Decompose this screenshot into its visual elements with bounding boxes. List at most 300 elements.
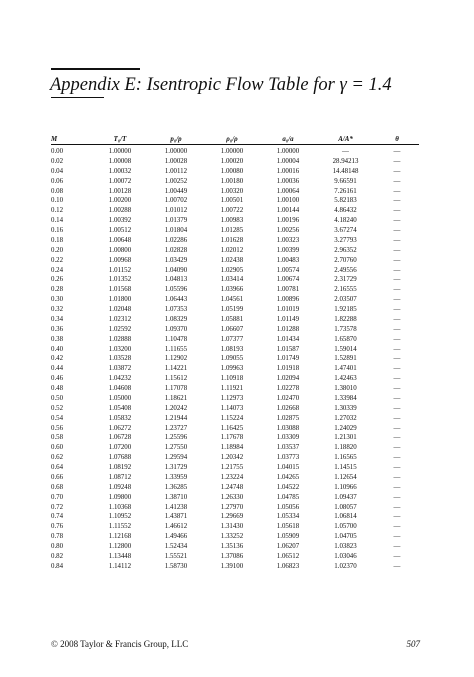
cell-density-ratio: 1.29669 (220, 513, 244, 521)
cell-mach: 0.58 (51, 434, 64, 442)
cell-theta: — (393, 148, 401, 155)
cell-temperature-ratio: 1.02048 (108, 306, 132, 313)
cell-pressure-ratio: 1.38710 (164, 493, 188, 501)
cell-sound-speed-ratio: 1.01587 (276, 345, 300, 353)
cell-pressure-ratio: 1.49466 (164, 533, 188, 541)
cell-theta: — (393, 444, 401, 452)
cell-sound-speed-ratio: 1.00036 (276, 177, 300, 185)
table-row (51, 167, 419, 177)
cell-mach: 0.70 (51, 493, 64, 501)
cell-area-ratio: 1.47401 (334, 365, 357, 373)
cell-sound-speed-ratio: 1.00064 (276, 187, 300, 195)
cell-sound-speed-ratio: 1.00896 (276, 296, 300, 304)
cell-density-ratio: 1.17678 (220, 434, 244, 442)
cell-pressure-ratio: 1.36285 (164, 483, 188, 491)
table-row (51, 325, 419, 335)
cell-sound-speed-ratio: 1.00016 (276, 167, 300, 175)
cell-sound-speed-ratio: 1.00000 (276, 148, 300, 155)
cell-temperature-ratio: 1.03872 (108, 365, 132, 373)
cell-temperature-ratio: 1.03200 (108, 345, 132, 353)
cell-theta: — (393, 375, 401, 383)
cell-sound-speed-ratio: 1.00100 (276, 197, 300, 205)
cell-density-ratio: 1.06607 (220, 325, 244, 333)
cell-temperature-ratio: 1.00800 (108, 246, 132, 254)
cell-density-ratio: 1.21755 (220, 464, 244, 471)
cell-mach: 0.38 (51, 335, 64, 343)
cell-density-ratio: 1.07377 (220, 335, 244, 343)
table-row (51, 147, 419, 157)
cell-theta: — (393, 464, 401, 471)
cell-temperature-ratio: 1.01568 (108, 286, 132, 294)
cell-theta: — (393, 513, 401, 521)
cell-sound-speed-ratio: 1.04522 (276, 483, 300, 491)
cell-pressure-ratio: 1.14221 (164, 365, 188, 373)
cell-mach: 0.80 (51, 543, 64, 550)
cell-pressure-ratio: 1.33959 (164, 473, 188, 481)
cell-temperature-ratio: 1.06728 (108, 434, 132, 442)
cell-density-ratio: 1.20342 (220, 454, 244, 462)
cell-area-ratio: 2.70760 (334, 256, 357, 264)
cell-temperature-ratio: 1.00000 (108, 148, 132, 155)
cell-mach: 0.22 (51, 256, 64, 264)
cell-mach: 0.40 (51, 345, 64, 353)
cell-area-ratio: 3.67274 (334, 227, 357, 234)
cell-sound-speed-ratio: 1.06512 (276, 552, 300, 560)
cell-sound-speed-ratio: 1.05909 (276, 533, 300, 541)
cell-density-ratio: 1.14073 (220, 404, 244, 412)
cell-density-ratio: 1.00320 (220, 187, 244, 195)
cell-temperature-ratio: 1.03528 (108, 355, 132, 363)
table-row (51, 295, 419, 305)
table-row (51, 315, 419, 325)
table-row (51, 433, 419, 443)
cell-density-ratio: 1.05199 (220, 306, 244, 313)
cell-density-ratio: 1.09055 (220, 355, 244, 363)
cell-pressure-ratio: 1.21944 (164, 414, 188, 422)
cell-mach: 0.12 (51, 207, 64, 215)
cell-sound-speed-ratio: 1.01918 (276, 365, 300, 373)
cell-temperature-ratio: 1.00648 (108, 236, 132, 244)
cell-density-ratio: 1.16425 (220, 424, 244, 432)
cell-density-ratio: 1.02012 (220, 246, 244, 254)
cell-mach: 0.18 (51, 236, 64, 244)
cell-pressure-ratio: 1.17078 (164, 385, 188, 392)
cell-mach: 0.74 (51, 513, 64, 521)
cell-theta: — (393, 473, 401, 481)
cell-area-ratio: 1.06814 (334, 513, 357, 521)
table-row (51, 493, 419, 503)
cell-density-ratio: 1.01285 (220, 227, 244, 234)
cell-sound-speed-ratio: 1.00399 (276, 246, 300, 254)
cell-pressure-ratio: 1.00028 (164, 157, 188, 165)
cell-pressure-ratio: 1.25596 (164, 434, 188, 442)
cell-temperature-ratio: 1.00200 (108, 197, 132, 205)
cell-temperature-ratio: 1.05832 (108, 414, 132, 422)
cell-mach: 0.62 (51, 454, 64, 462)
cell-area-ratio: 7.26161 (334, 187, 357, 195)
cell-area-ratio: 28.94213 (332, 157, 359, 165)
column-header-pressure-ratio: p₀/p (148, 134, 204, 145)
cell-theta: — (393, 335, 401, 343)
cell-mach: 0.08 (51, 187, 64, 195)
table-row (51, 345, 419, 355)
cell-area-ratio: 2.31729 (334, 276, 357, 284)
cell-sound-speed-ratio: 1.02668 (276, 404, 300, 412)
page-title: Appendix E: Isentropic Flow Table for γ = 1.4 (50, 75, 392, 95)
cell-area-ratio: 3.27793 (334, 236, 357, 244)
cell-mach: 0.14 (51, 217, 64, 225)
column-header-theta: θ (375, 134, 419, 145)
cell-pressure-ratio: 1.01379 (164, 217, 188, 225)
cell-density-ratio: 1.01628 (220, 236, 244, 244)
cell-mach: 0.56 (51, 424, 64, 432)
cell-density-ratio: 1.05881 (220, 315, 244, 323)
table-row (51, 532, 419, 542)
cell-area-ratio: 2.03507 (334, 296, 357, 304)
cell-sound-speed-ratio: 1.05056 (276, 503, 300, 511)
table-row (51, 236, 419, 246)
table-row (51, 374, 419, 384)
cell-theta: — (393, 365, 401, 373)
table-row (51, 542, 419, 552)
cell-temperature-ratio: 1.10368 (108, 503, 132, 511)
cell-temperature-ratio: 1.08192 (108, 464, 132, 471)
cell-pressure-ratio: 1.58730 (164, 562, 188, 570)
cell-mach: 0.30 (51, 296, 64, 304)
cell-mach: 0.72 (51, 503, 64, 511)
cell-temperature-ratio: 1.07200 (108, 444, 132, 452)
cell-density-ratio: 1.31430 (220, 523, 244, 531)
cell-pressure-ratio: 1.03429 (164, 256, 188, 264)
cell-temperature-ratio: 1.00032 (108, 167, 132, 175)
column-header-density-ratio: ρ₀/ρ (204, 134, 260, 145)
cell-density-ratio: 1.03966 (220, 286, 244, 294)
cell-sound-speed-ratio: 1.01434 (276, 335, 300, 343)
cell-theta: — (393, 503, 401, 511)
cell-area-ratio: 1.18820 (334, 444, 357, 452)
cell-area-ratio: — (342, 148, 349, 155)
cell-sound-speed-ratio: 1.03537 (276, 444, 300, 452)
cell-area-ratio: 1.12654 (334, 473, 357, 481)
chapter-rule (51, 68, 140, 70)
column-header-mach: M (51, 134, 92, 145)
cell-temperature-ratio: 1.06272 (108, 424, 132, 432)
cell-theta: — (393, 167, 401, 175)
cell-density-ratio: 1.24748 (220, 483, 244, 491)
cell-pressure-ratio: 1.18621 (164, 394, 188, 402)
cell-temperature-ratio: 1.01800 (108, 296, 132, 304)
cell-density-ratio: 1.18984 (220, 444, 244, 452)
cell-temperature-ratio: 1.04232 (108, 375, 132, 383)
cell-temperature-ratio: 1.09800 (108, 493, 132, 501)
table-row (51, 305, 419, 315)
cell-density-ratio: 1.03414 (220, 276, 244, 284)
cell-pressure-ratio: 1.41238 (164, 503, 188, 511)
table-row (51, 216, 419, 226)
title-underline (51, 97, 104, 98)
cell-density-ratio: 1.08193 (220, 345, 244, 353)
cell-density-ratio: 1.02905 (220, 266, 244, 274)
cell-theta: — (393, 315, 401, 323)
table-row (51, 354, 419, 364)
cell-theta: — (393, 325, 401, 333)
cell-temperature-ratio: 1.02888 (108, 335, 132, 343)
cell-area-ratio: 1.24029 (334, 424, 357, 432)
cell-theta: — (393, 207, 401, 215)
column-header-area-ratio: A/A* (316, 134, 375, 145)
cell-pressure-ratio: 1.06443 (164, 296, 188, 304)
cell-pressure-ratio: 1.55521 (164, 552, 188, 560)
cell-pressure-ratio: 1.04090 (164, 266, 188, 274)
cell-area-ratio: 1.92185 (334, 306, 357, 313)
cell-pressure-ratio: 1.20242 (164, 404, 188, 412)
cell-mach: 0.52 (51, 404, 64, 412)
cell-mach: 0.64 (51, 464, 64, 471)
table-row (51, 404, 419, 414)
cell-theta: — (393, 227, 401, 234)
cell-theta: — (393, 256, 401, 264)
cell-pressure-ratio: 1.12902 (164, 355, 188, 363)
cell-area-ratio: 1.03046 (334, 552, 357, 560)
table-row (51, 552, 419, 562)
cell-mach: 0.06 (51, 177, 64, 185)
cell-theta: — (393, 483, 401, 491)
table-row (51, 394, 419, 404)
cell-mach: 0.84 (51, 562, 64, 570)
cell-area-ratio: 9.66591 (334, 177, 357, 185)
cell-theta: — (393, 177, 401, 185)
cell-density-ratio: 1.02438 (220, 256, 244, 264)
cell-area-ratio: 2.49556 (334, 266, 357, 274)
cell-area-ratio: 1.27032 (334, 414, 357, 422)
cell-theta: — (393, 493, 401, 501)
cell-density-ratio: 1.04561 (220, 296, 244, 304)
cell-sound-speed-ratio: 1.01019 (276, 306, 300, 313)
cell-temperature-ratio: 1.00288 (108, 207, 132, 215)
cell-density-ratio: 1.00080 (220, 167, 244, 175)
cell-sound-speed-ratio: 1.00323 (276, 236, 300, 244)
cell-temperature-ratio: 1.05000 (108, 394, 132, 402)
table-row (51, 226, 419, 236)
cell-area-ratio: 4.18240 (334, 217, 357, 225)
cell-density-ratio: 1.26330 (220, 493, 244, 501)
cell-pressure-ratio: 1.08329 (164, 315, 188, 323)
cell-theta: — (393, 385, 401, 392)
cell-sound-speed-ratio: 1.03309 (276, 434, 300, 442)
cell-area-ratio: 2.16555 (334, 286, 357, 294)
cell-sound-speed-ratio: 1.05618 (276, 523, 300, 531)
cell-density-ratio: 1.39100 (220, 562, 244, 570)
cell-density-ratio: 1.15224 (220, 414, 244, 422)
cell-area-ratio: 14.48148 (332, 167, 359, 175)
cell-temperature-ratio: 1.00512 (108, 227, 132, 234)
cell-temperature-ratio: 1.09248 (108, 483, 132, 491)
cell-mach: 0.28 (51, 286, 64, 294)
cell-theta: — (393, 345, 401, 353)
cell-density-ratio: 1.00983 (220, 217, 244, 225)
cell-mach: 0.42 (51, 355, 64, 363)
cell-density-ratio: 1.00722 (220, 207, 244, 215)
cell-mach: 0.24 (51, 266, 64, 274)
cell-theta: — (393, 552, 401, 560)
page-number: 507 (406, 639, 420, 649)
table-row (51, 256, 419, 266)
cell-area-ratio: 1.16565 (334, 454, 357, 462)
table-row (51, 463, 419, 473)
table-row (51, 177, 419, 187)
cell-sound-speed-ratio: 1.00781 (276, 286, 300, 294)
cell-theta: — (393, 543, 401, 550)
cell-temperature-ratio: 1.11552 (108, 523, 132, 531)
cell-area-ratio: 1.38010 (334, 385, 357, 392)
table-row (51, 266, 419, 276)
cell-theta: — (393, 246, 401, 254)
cell-pressure-ratio: 1.52434 (164, 543, 188, 550)
table-row (51, 364, 419, 374)
cell-temperature-ratio: 1.12168 (108, 533, 132, 541)
cell-temperature-ratio: 1.00968 (108, 256, 132, 264)
cell-theta: — (393, 434, 401, 442)
cell-temperature-ratio: 1.00128 (108, 187, 132, 195)
cell-sound-speed-ratio: 1.02094 (276, 375, 300, 383)
table-row (51, 384, 419, 394)
cell-density-ratio: 1.12973 (220, 394, 244, 402)
cell-density-ratio: 1.00020 (220, 157, 244, 165)
cell-pressure-ratio: 1.02286 (164, 236, 188, 244)
cell-temperature-ratio: 1.13448 (108, 552, 132, 560)
cell-pressure-ratio: 1.05596 (164, 286, 188, 294)
cell-temperature-ratio: 1.02592 (108, 325, 132, 333)
cell-mach: 0.50 (51, 394, 64, 402)
cell-pressure-ratio: 1.23727 (164, 424, 188, 432)
cell-theta: — (393, 562, 401, 570)
cell-area-ratio: 1.08057 (334, 503, 357, 511)
cell-area-ratio: 2.96352 (334, 246, 357, 254)
cell-temperature-ratio: 1.05408 (108, 404, 132, 412)
cell-theta: — (393, 404, 401, 412)
cell-sound-speed-ratio: 1.05334 (276, 513, 300, 521)
cell-area-ratio: 1.30339 (334, 404, 357, 412)
table-row (51, 285, 419, 295)
cell-density-ratio: 1.00180 (220, 177, 244, 185)
cell-density-ratio: 1.33252 (220, 533, 244, 541)
cell-mach: 0.00 (51, 148, 64, 155)
table-row (51, 473, 419, 483)
cell-pressure-ratio: 1.01804 (164, 227, 188, 234)
cell-sound-speed-ratio: 1.00674 (276, 276, 300, 284)
cell-area-ratio: 1.82288 (334, 315, 357, 323)
cell-pressure-ratio: 1.29594 (164, 454, 188, 462)
cell-mach: 0.76 (51, 523, 64, 531)
cell-theta: — (393, 533, 401, 541)
cell-mach: 0.44 (51, 365, 64, 373)
cell-temperature-ratio: 1.01152 (108, 266, 132, 274)
cell-density-ratio: 1.10918 (220, 375, 244, 383)
table-row (51, 414, 419, 424)
cell-sound-speed-ratio: 1.04265 (276, 473, 300, 481)
cell-temperature-ratio: 1.08712 (108, 473, 132, 481)
cell-pressure-ratio: 1.15612 (164, 375, 188, 383)
cell-mach: 0.82 (51, 552, 64, 560)
cell-pressure-ratio: 1.00000 (164, 148, 188, 155)
cell-pressure-ratio: 1.00702 (164, 197, 188, 205)
cell-sound-speed-ratio: 1.00483 (276, 256, 300, 264)
cell-area-ratio: 4.86432 (334, 207, 357, 215)
cell-temperature-ratio: 1.04608 (108, 385, 132, 392)
table-row (51, 483, 419, 493)
cell-area-ratio: 1.33984 (334, 394, 357, 402)
table-row (51, 512, 419, 522)
cell-sound-speed-ratio: 1.01288 (276, 325, 300, 333)
cell-pressure-ratio: 1.00449 (164, 187, 188, 195)
cell-mach: 0.68 (51, 483, 64, 491)
cell-theta: — (393, 454, 401, 462)
cell-pressure-ratio: 1.43871 (164, 513, 188, 521)
table-row (51, 335, 419, 345)
table-row (51, 443, 419, 453)
cell-sound-speed-ratio: 1.06207 (276, 543, 300, 550)
cell-pressure-ratio: 1.00252 (164, 177, 188, 185)
cell-mach: 0.66 (51, 473, 64, 481)
cell-sound-speed-ratio: 1.01149 (276, 315, 300, 323)
table-row (51, 503, 419, 513)
cell-theta: — (393, 217, 401, 225)
cell-temperature-ratio: 1.00072 (108, 177, 132, 185)
cell-temperature-ratio: 1.14112 (108, 562, 132, 570)
table-row (51, 206, 419, 216)
cell-sound-speed-ratio: 1.04015 (276, 464, 300, 471)
cell-area-ratio: 1.02370 (334, 562, 357, 570)
table-row (51, 522, 419, 532)
cell-area-ratio: 1.42463 (334, 375, 357, 383)
cell-theta: — (393, 424, 401, 432)
cell-theta: — (393, 394, 401, 402)
cell-mach: 0.60 (51, 444, 64, 452)
cell-mach: 0.32 (51, 306, 64, 313)
table-body (51, 147, 419, 572)
cell-temperature-ratio: 1.10952 (108, 513, 132, 521)
cell-temperature-ratio: 1.01352 (108, 276, 132, 284)
cell-sound-speed-ratio: 1.00196 (276, 217, 300, 225)
cell-theta: — (393, 266, 401, 274)
cell-theta: — (393, 414, 401, 422)
cell-theta: — (393, 296, 401, 304)
cell-sound-speed-ratio: 1.03773 (276, 454, 300, 462)
cell-density-ratio: 1.09963 (220, 365, 244, 373)
cell-theta: — (393, 157, 401, 165)
cell-pressure-ratio: 1.11655 (164, 345, 188, 353)
cell-density-ratio: 1.00501 (220, 197, 244, 205)
cell-sound-speed-ratio: 1.00574 (276, 266, 300, 274)
cell-mach: 0.16 (51, 227, 64, 234)
cell-area-ratio: 1.05700 (334, 523, 357, 531)
cell-temperature-ratio: 1.02312 (108, 315, 132, 323)
table-row (51, 187, 419, 197)
cell-theta: — (393, 197, 401, 205)
cell-pressure-ratio: 1.10478 (164, 335, 188, 343)
cell-theta: — (393, 355, 401, 363)
cell-temperature-ratio: 1.12800 (108, 543, 132, 550)
table-row (51, 562, 419, 572)
cell-temperature-ratio: 1.00392 (108, 217, 132, 225)
cell-sound-speed-ratio: 1.00256 (276, 227, 300, 234)
cell-sound-speed-ratio: 1.02470 (276, 394, 300, 402)
table-row (51, 424, 419, 434)
column-header-temperature-ratio: T₀/T (92, 134, 148, 145)
table-row (51, 157, 419, 167)
cell-mach: 0.26 (51, 276, 64, 284)
cell-pressure-ratio: 1.09370 (164, 325, 188, 333)
